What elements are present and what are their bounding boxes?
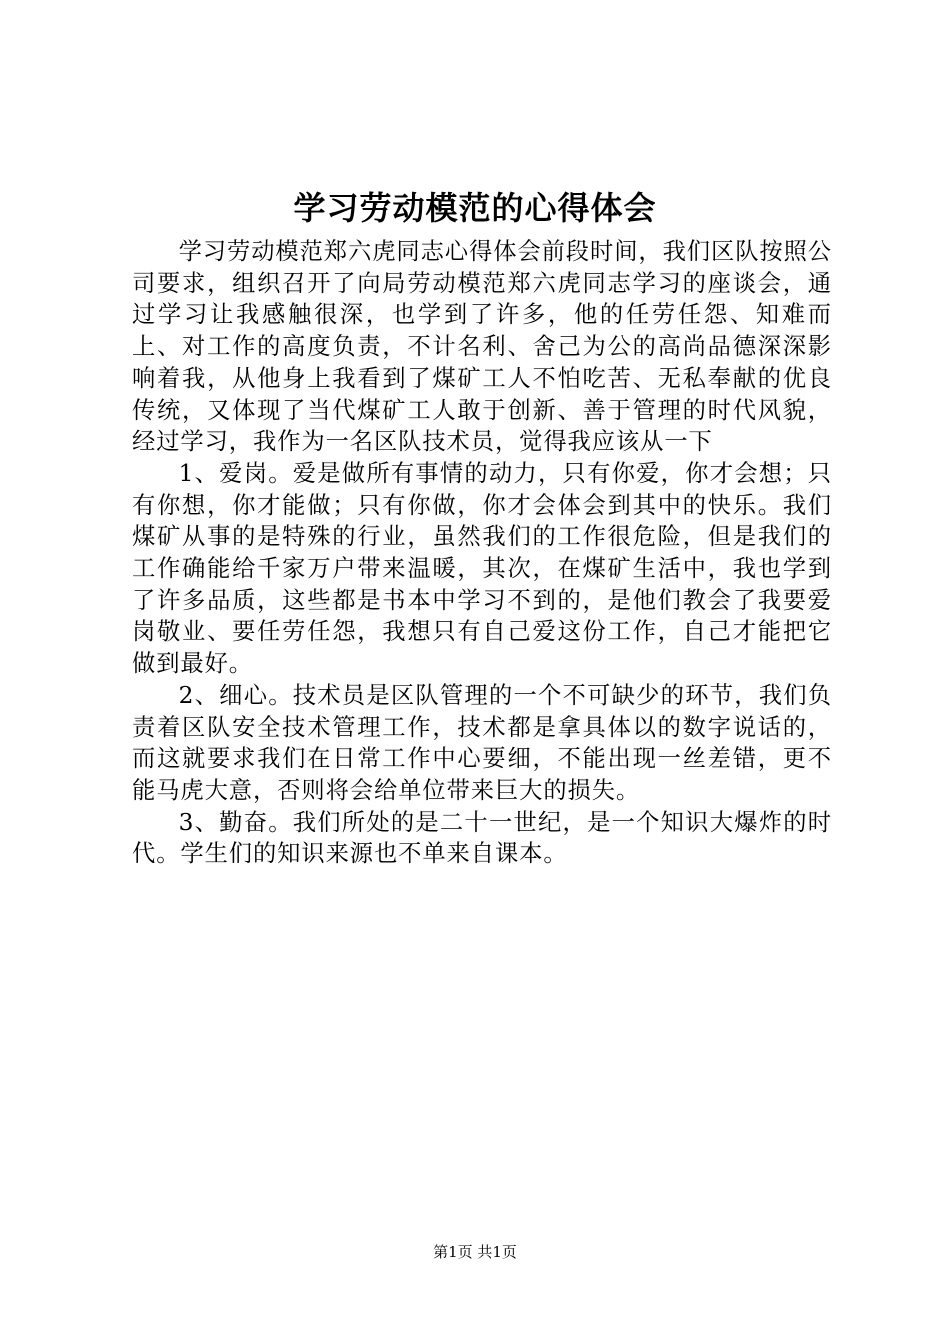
paragraph-intro: 学习劳动模范郑六虎同志心得体会前段时间，我们区队按照公司要求，组织召开了向局劳动模范郑六虎同志学习的座谈会，通过学习让我感触很深，也学到了许多，他的任劳任怨、知难而上、对工作的高度负责，不计名利、舍己为公的高尚品德深深影响着我，从他身上我看到了煤矿工人不怕吃苦、无私奉献的优良传统，又体现了当代煤矿工人敢于创新、善于管理的时代风貌，经过学习，我作为一名区队技术员，觉得我应该从一下 (132, 238, 832, 456)
paragraph-point-1: 1、爱岗。爱是做所有事情的动力，只有你爱，你才会想；只有你想，你才能做；只有你做，你才会体会到其中的快乐。我们煤矿从事的是特殊的行业，虽然我们的工作很危险，但是我们的工作确能给千家万户带来温暖，其次，在煤矿生活中，我也学到了许多品质，这些都是书本中学习不到的，是他们教会了我要爱岗敬业、要任劳任怨，我想只有自己爱这份工作，自己才能把它做到最好。 (132, 459, 832, 678)
paragraph-point-2: 2、细心。技术员是区队管理的一个不可缺少的环节，我们负责着区队安全技术管理工作，技术都是拿具体以的数字说话的，而这就要求我们在日常工作中心要细，不能出现一丝差错，更不能马虎大意，否则将会给单位带来巨大的损失。 (132, 681, 832, 804)
document-title: 学习劳动模范的心得体会 (293, 189, 657, 227)
paragraph-point-3: 3、勤奋。我们所处的是二十一世纪，是一个知识大爆炸的时代。学生们的知识来源也不单来自课本。 (132, 808, 832, 868)
document-body (132, 236, 832, 870)
page-footer: 第1页 共1页 (433, 1243, 517, 1261)
